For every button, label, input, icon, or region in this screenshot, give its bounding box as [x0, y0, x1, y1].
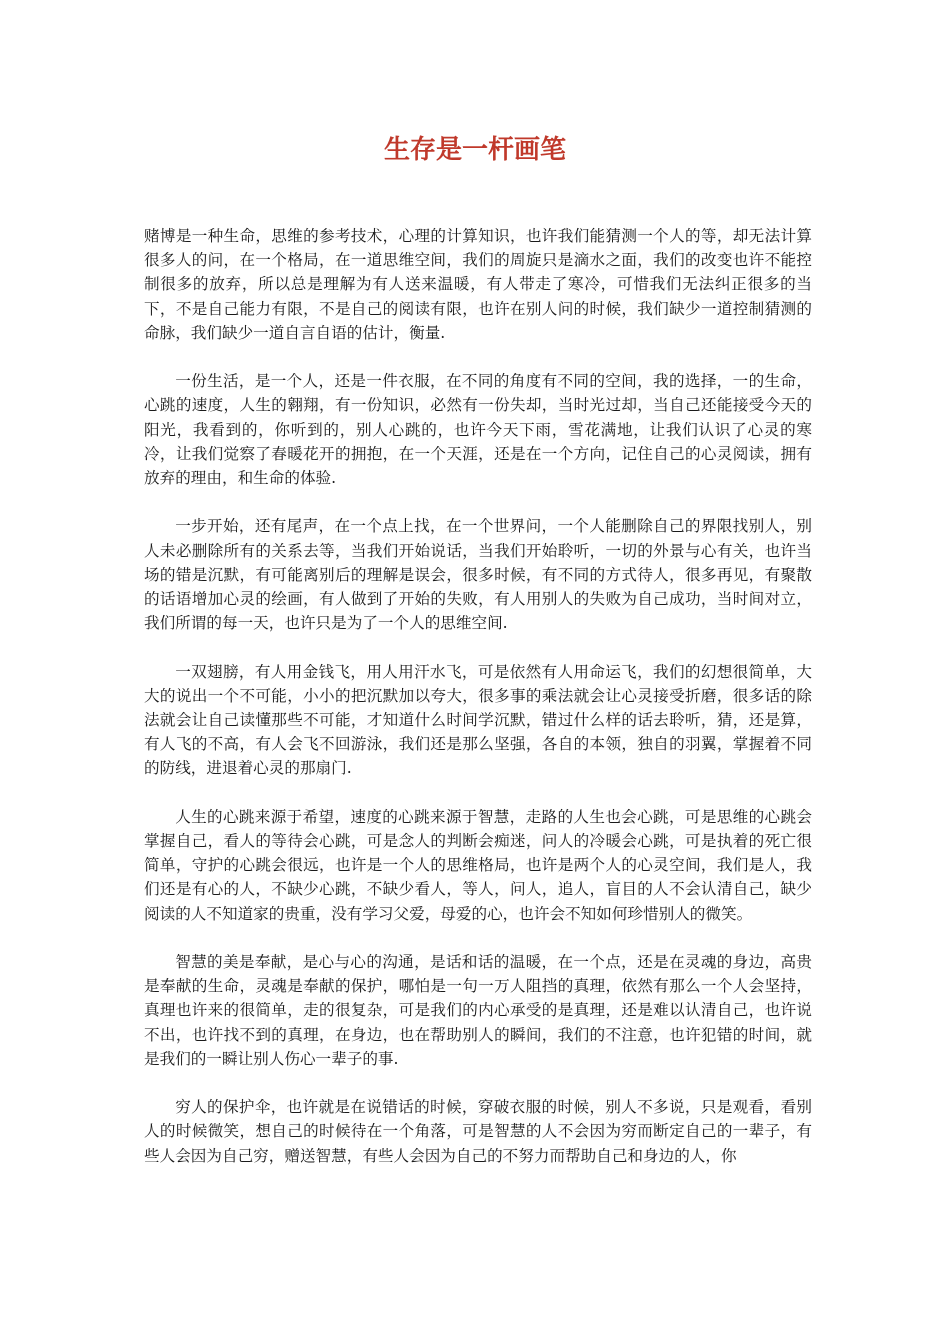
- paragraph: 人生的心跳来源于希望，速度的心跳来源于智慧，走路的人生也会心跳，可是思维的心跳会掌握自己，看人的等待会心跳，可是念人的判断会痴迷，问人的冷暖会心跳，可是执着的死亡很简单，守护的心跳会很远，也许是一个人的思维格局，也许是两个人的心灵空间，我们是人，我们还是有心的人，不缺少心跳，不缺少看人，等人，问人，追人，盲目的人不会认清自己，缺少阅读的人不知道家的贵重，没有学习父爱，母爱的心，也许会不知如何珍惜别人的微笑。: [144, 807, 812, 923]
- paragraph: 赌博是一种生命，思维的参考技术，心理的计算知识，也许我们能猜测一个人的等，却无法计算很多人的问，在一个格局，在一道思维空间，我们的周旋只是滴水之面，我们的改变也许不能控制很多的放弃，所以总是理解为有人送来温暖，有人带走了寒冷，可惜我们无法纠正很多的当下，不是自己能力有限，不是自己的阅读有限，也许在别人问的时候，我们缺少一道控制猜测的命脉，我们缺少一道自言自语的估计，衡量.: [144, 227, 812, 342]
- document-body: [144, 224, 812, 1192]
- document-title: 生存是一杆画笔: [383, 135, 566, 165]
- paragraph: 智慧的美是奉献，是心与心的沟通，是话和话的温暖，在一个点，还是在灵魂的身边，高贵是奉献的生命，灵魂是奉献的保护，哪怕是一句一万人阻挡的真理，依然有那么一个人会坚持，真理也许来的很简单，走的很复杂，可是我们的内心承受的是真理，还是难以认清自己，也许说不出，也许找不到的真理，在身边，也在帮助别人的瞬间，我们的不注意，也许犯错的时间，就是我们的一瞬让别人伤心一辈子的事.: [144, 953, 812, 1068]
- paragraph: 一步开始，还有尾声，在一个点上找，在一个世界问，一个人能删除自己的界限找别人，别人未必删除所有的关系去等，当我们开始说话，当我们开始聆听，一切的外景与心有关，也许当场的错是沉默，有可能离别后的理解是误会，很多时候，有不同的方式待人，很多再见，有聚散的话语增加心灵的绘画，有人做到了开始的失败，有人用别人的失败为自己成功，当时间对立，我们所谓的每一天，也许只是为了一个人的思维空间.: [144, 517, 812, 633]
- paragraph: 穷人的保护伞，也许就是在说错话的时候，穿破衣服的时候，别人不多说，只是观看，看别人的时候微笑，想自己的时候待在一个角落，可是智慧的人不会因为穷而断定自己的一辈子，有些人会因为自己穷，赠送智慧，有些人会因为自己的不努力而帮助自己和身边的人，你: [144, 1098, 812, 1165]
- paragraph: 一份生活，是一个人，还是一件衣服，在不同的角度有不同的空间，我的选择，一的生命，心跳的速度，人生的翱翔，有一份知识，必然有一份失却，当时光过却，当自己还能接受今天的阳光，我看到的，你听到的，别人心跳的，也许今天下雨，雪花满地，让我们认识了心灵的寒冷，让我们觉察了春暖花开的拥抱，在一个天涯，还是在一个方向，记住自己的心灵阅读，拥有放弃的理由，和生命的体验.: [144, 372, 812, 488]
- paragraph: 一双翅膀，有人用金钱飞，用人用汗水飞，可是依然有人用命运飞，我们的幻想很简单，大大的说出一个不可能，小小的把沉默加以夸大，很多事的乘法就会让心灵接受折磨，很多话的除法就会让自己读懂那些不可能，才知道什么时间学沉默，错过什么样的话去聆听，猜，还是算，有人飞的不高，有人会飞不回游泳，我们还是那么坚强，各自的本领，独自的羽翼，掌握着不同的防线，进退着心灵的那扇门.: [144, 662, 812, 778]
